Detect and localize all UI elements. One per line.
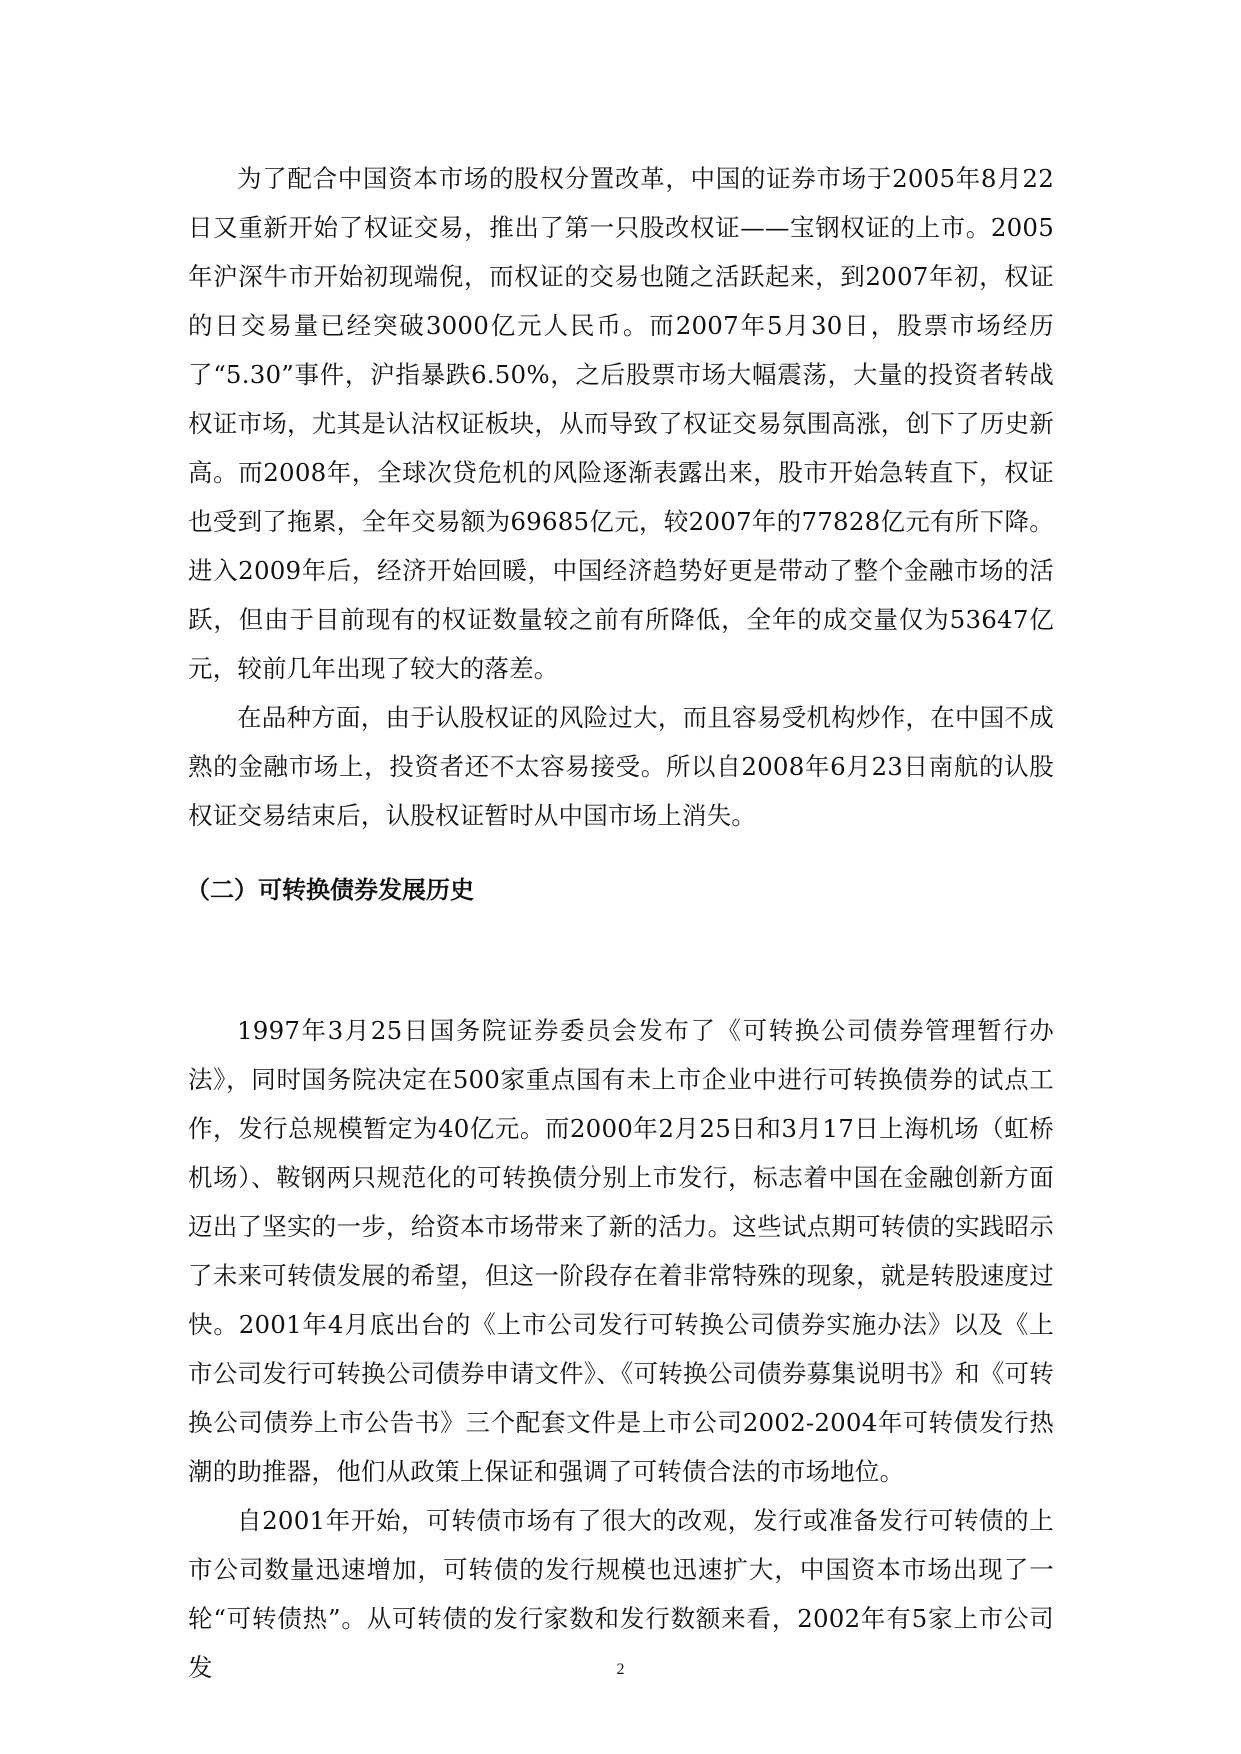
page-number: 2: [616, 1661, 625, 1678]
paragraph-warrant-history: 为了配合中国资本市场的股权分置改革，中国的证券市场于2005年8月22日又重新开始了权证交易，推出了第一只股改权证——宝钢权证的上市。2005年沪深牛市开始初现端倪，而权证的交易也随之活跃起来，到2007年初，权证的日交易量已经突破3000亿元人民币。而2007年5月30日，股票市场经历了“5.30”事件，沪指暴跌6.50%，之后股票市场大幅震荡，大量的投资者转战权证市场，尤其是认沽权证板块，从而导致了权证交易氛围高涨，创下了历史新高。而2008年，全球次贷危机的风险逐渐表露出来，股市开始急转直下，权证也受到了拖累，全年交易额为69685亿元，较2007年的77828亿元有所下降。进入2009年后，经济开始回暖，中国经济趋势好更是带动了整个金融市场的活跃，但由于目前现有的权证数量较之前有所降低，全年的成交量仅为53647亿元，较前几年出现了较大的落差。: [188, 164, 1054, 683]
paragraph-warrant-varieties: 在品种方面，由于认股权证的风险过大，而且容易受机构炒作，在中国不成熟的金融市场上，投资者还不太容易接受。所以自2008年6月23日南航的认股权证交易结束后，认股权证暂时从中国市场上消失。: [188, 703, 1054, 830]
section-heading-convertible-bonds: （二）可转换债券发展历史: [186, 876, 474, 904]
paragraph-convertible-bond-policy: 1997年3月25日国务院证券委员会发布了《可转换公司债券管理暂行办法》，同时国务院决定在500家重点国有未上市企业中进行可转换债券的试点工作，发行总规模暂定为40亿元。而2000年2月25日和3月17日上海机场（虹桥机场）、鞍钢两只规范化的可转换债分别上市发行，标志着中国在金融创新方面迈出了坚实的一步，给资本市场带来了新的活力。这些试点期可转债的实践昭示了未来可转债发展的希望，但这一阶段存在着非常特殊的现象，就是转股速度过快。2001年4月底出台的《上市公司发行可转换公司债券实施办法》以及《上市公司发行可转换公司债券申请文件》、《可转换公司债券募集说明书》和《可转换公司债券上市公告书》三个配套文件是上市公司2002-2004年可转债发行热潮的助推器，他们从政策上保证和强调了可转债合法的市场地位。: [188, 1016, 1054, 1486]
paragraph-convertible-bond-boom: 自2001年开始，可转债市场有了很大的改观，发行或准备发行可转债的上市公司数量迅速增加，可转债的发行规模也迅速扩大，中国资本市场出现了一轮“可转债热”。从可转债的发行家数和发行数额来看，2002年有5家上市公司发: [188, 1506, 1054, 1682]
